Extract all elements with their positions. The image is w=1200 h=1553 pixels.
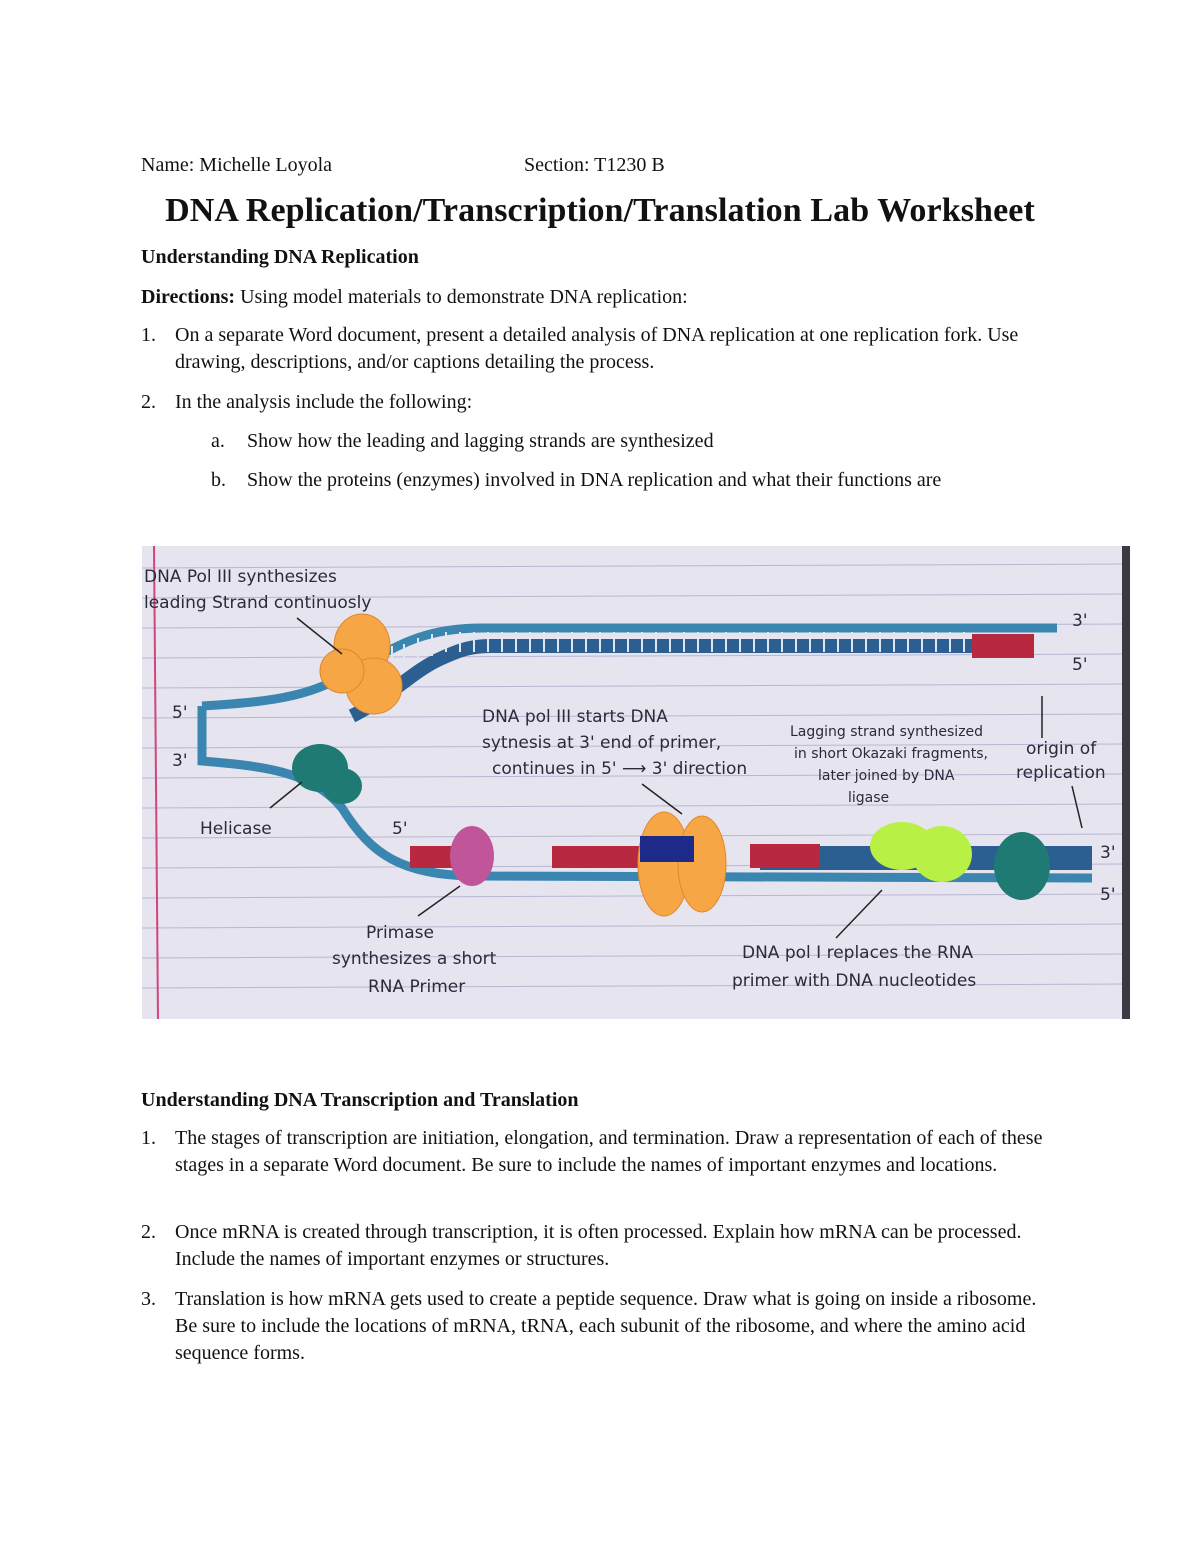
subitem-text: Show the proteins (enzymes) involved in DNA replication and what their functions are — [247, 469, 942, 491]
section-number: Section: T1230 B — [524, 154, 665, 176]
ligase-shape — [994, 832, 1050, 900]
label-pol3-leading-2: leading Strand continuosly — [144, 593, 372, 613]
subitem-letter: a. — [211, 430, 225, 452]
label-5prime-bottom-right: 5' — [1100, 885, 1116, 905]
label-lagging-4: ligase — [848, 790, 890, 806]
label-pol3-start-1: DNA pol III starts DNA — [482, 707, 668, 727]
label-5prime-left: 5' — [172, 703, 188, 723]
label-primase-1: Primase — [366, 923, 434, 943]
item-text: Translation is how mRNA gets used to create a peptide sequence. Draw what is going on inside a ribosome. Be sure to include the locations of mRNA, tRNA, each subunit of the ribosome, and where the amino acid sequence forms. — [175, 1288, 1037, 1364]
label-origin-1: origin of — [1026, 739, 1097, 759]
label-5prime-mid: 5' — [392, 819, 408, 839]
item-text: The stages of transcription are initiation, elongation, and termination. Draw a representation of each of these stages in a separate Word document. Be sure to include the names of important enzymes and locations. — [175, 1127, 1043, 1176]
item-text: On a separate Word document, present a detailed analysis of DNA replication at one replication fork. Use drawing, descriptions, and/or captions detailing the process. — [175, 324, 1019, 373]
directions — [141, 286, 688, 309]
pol3-lagging-shape — [638, 812, 726, 916]
notebook-paper — [142, 546, 1130, 1019]
item-text: Once mRNA is created through transcription, it is often processed. Explain how mRNA can be processed. Include the names of important enzymes or structures. — [175, 1221, 1022, 1270]
heading-transcription-translation: Understanding DNA Transcription and Translation — [141, 1089, 579, 1111]
label-3prime-top-right: 3' — [1072, 611, 1088, 631]
label-5prime-top-right: 5' — [1072, 655, 1088, 675]
pol3-clamp — [640, 836, 694, 862]
directions-text: Using model materials to demonstrate DNA replication: — [235, 286, 688, 308]
item-text: In the analysis include the following: — [175, 391, 473, 413]
primase-shape — [450, 826, 494, 886]
label-pol3-start-3: continues in 5' ⟶ 3' direction — [492, 759, 748, 779]
subitem-text: Show how the leading and lagging strands are synthesized — [247, 430, 714, 452]
label-pol1-2: primer with DNA nucleotides — [732, 971, 977, 991]
directions-label: Directions: — [141, 286, 236, 308]
label-helicase: Helicase — [200, 819, 272, 839]
item-number: 3. — [141, 1288, 156, 1310]
item-number: 2. — [141, 391, 156, 413]
label-pol1-1: DNA pol I replaces the RNA — [742, 943, 974, 963]
heading-dna-replication: Understanding DNA Replication — [141, 246, 419, 268]
worksheet-title: DNA Replication/Transcription/Translation Lab Worksheet — [165, 192, 1035, 229]
label-origin-2: replication — [1016, 763, 1106, 783]
dna-replication-drawing — [142, 546, 1130, 1019]
label-pol3-start-2: sytnesis at 3' end of primer, — [482, 733, 722, 753]
top-rna-primer — [972, 634, 1034, 658]
label-primase-2: synthesizes a short — [332, 949, 497, 969]
page-edge — [1122, 546, 1130, 1019]
subitem-letter: b. — [211, 469, 226, 491]
student-name: Name: Michelle Loyola — [141, 154, 333, 176]
item-number: 1. — [141, 1127, 156, 1149]
label-3prime-bottom-right: 3' — [1100, 843, 1116, 863]
label-primase-3: RNA Primer — [368, 977, 466, 997]
label-lagging-2: in short Okazaki fragments, — [794, 746, 988, 762]
rna-primer-2 — [552, 846, 642, 868]
label-pol3-leading-1: DNA Pol III synthesizes — [144, 567, 337, 587]
item-number: 2. — [141, 1221, 156, 1243]
label-3prime-left: 3' — [172, 751, 188, 771]
rna-primer-3 — [750, 844, 820, 868]
item-number: 1. — [141, 324, 156, 346]
label-lagging-1: Lagging strand synthesized — [790, 724, 984, 740]
label-lagging-3: later joined by DNA — [818, 768, 955, 784]
